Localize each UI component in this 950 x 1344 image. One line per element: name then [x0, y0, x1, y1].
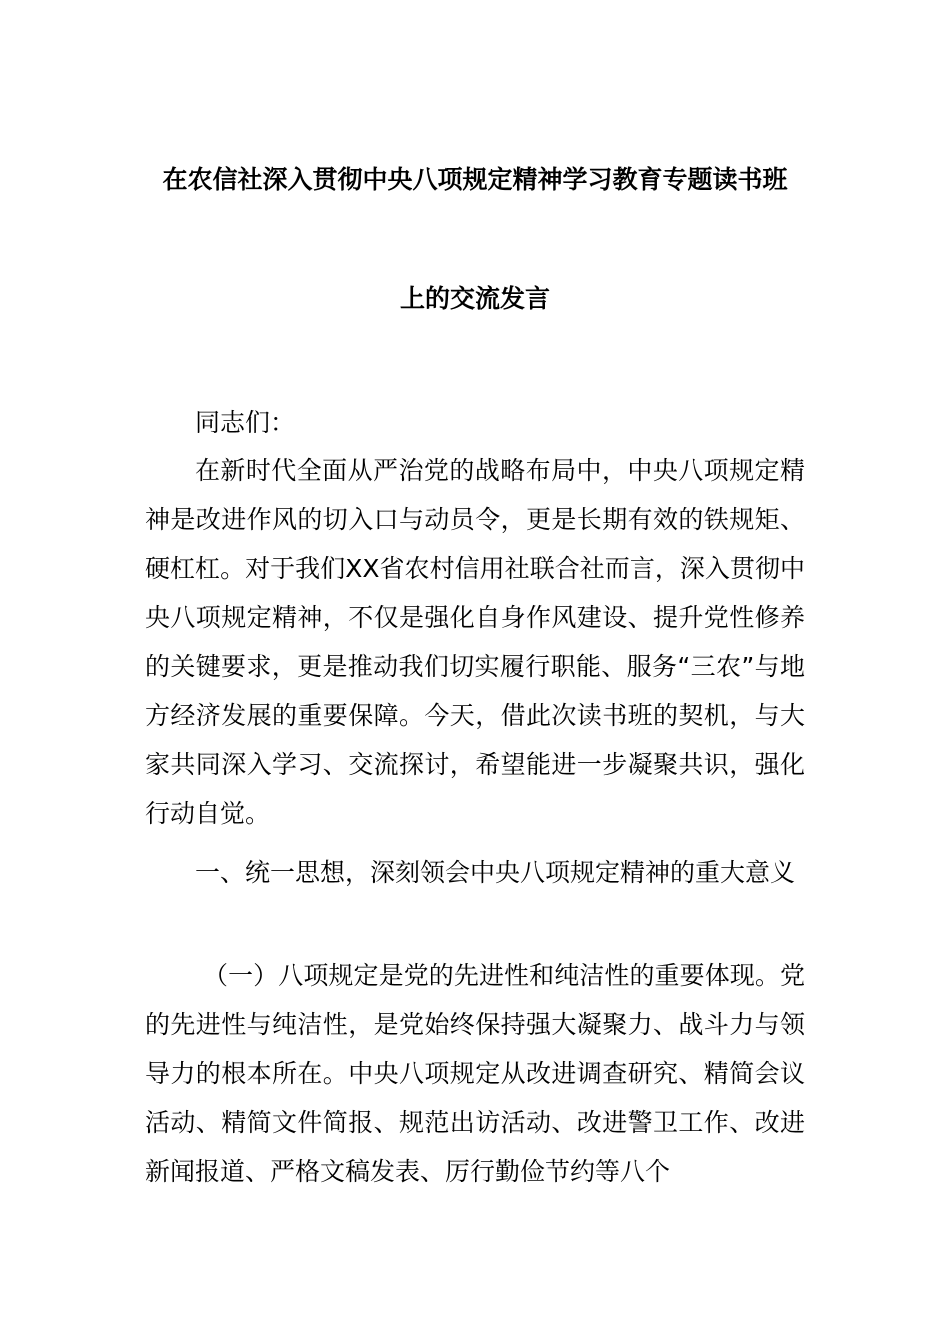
- paragraph-2-block: [145, 951, 805, 1196]
- paragraph-2: （一）八项规定是党的先进性和纯洁性的重要体现。党的先进性与纯洁性，是党始终保持强大凝聚力、战斗力与领导力的根本所在。中央八项规定从改进调查研究、精简会议活动、精简文件简报、规范出访活动、改进警卫工作、改进新闻报道、严格文稿发表、厉行勤俭节约等八个: [145, 961, 805, 1186]
- document-title-line-2: 上的交流发言: [399, 284, 550, 313]
- salutation-block: [145, 398, 805, 447]
- document-title-line-1: 在农信社深入贯彻中央八项规定精神学习教育专题读书班: [162, 165, 788, 194]
- paragraph-1: 在新时代全面从严治党的战略布局中，中央八项规定精神是改进作风的切入口与动员令，更是长期有效的铁规矩、硬杠杠。对于我们XX省农村信用社联合社而言，深入贯彻中央八项规定精神，不仅是强化自身作风建设、提升党性修养的关键要求，更是推动我们切实履行职能、服务“三农”与地方经济发展的重要保障。今天，借此次读书班的契机，与大家共同深入学习、交流探讨，希望能进一步凝聚共识，强化行动自觉。: [145, 456, 805, 828]
- section-heading-1: 一、统一思想，深刻领会中央八项规定精神的重大意义: [195, 858, 796, 887]
- salutation: 同志们：: [195, 408, 296, 437]
- paragraph-1-block: [145, 446, 805, 838]
- section-heading-1-block: [145, 848, 805, 897]
